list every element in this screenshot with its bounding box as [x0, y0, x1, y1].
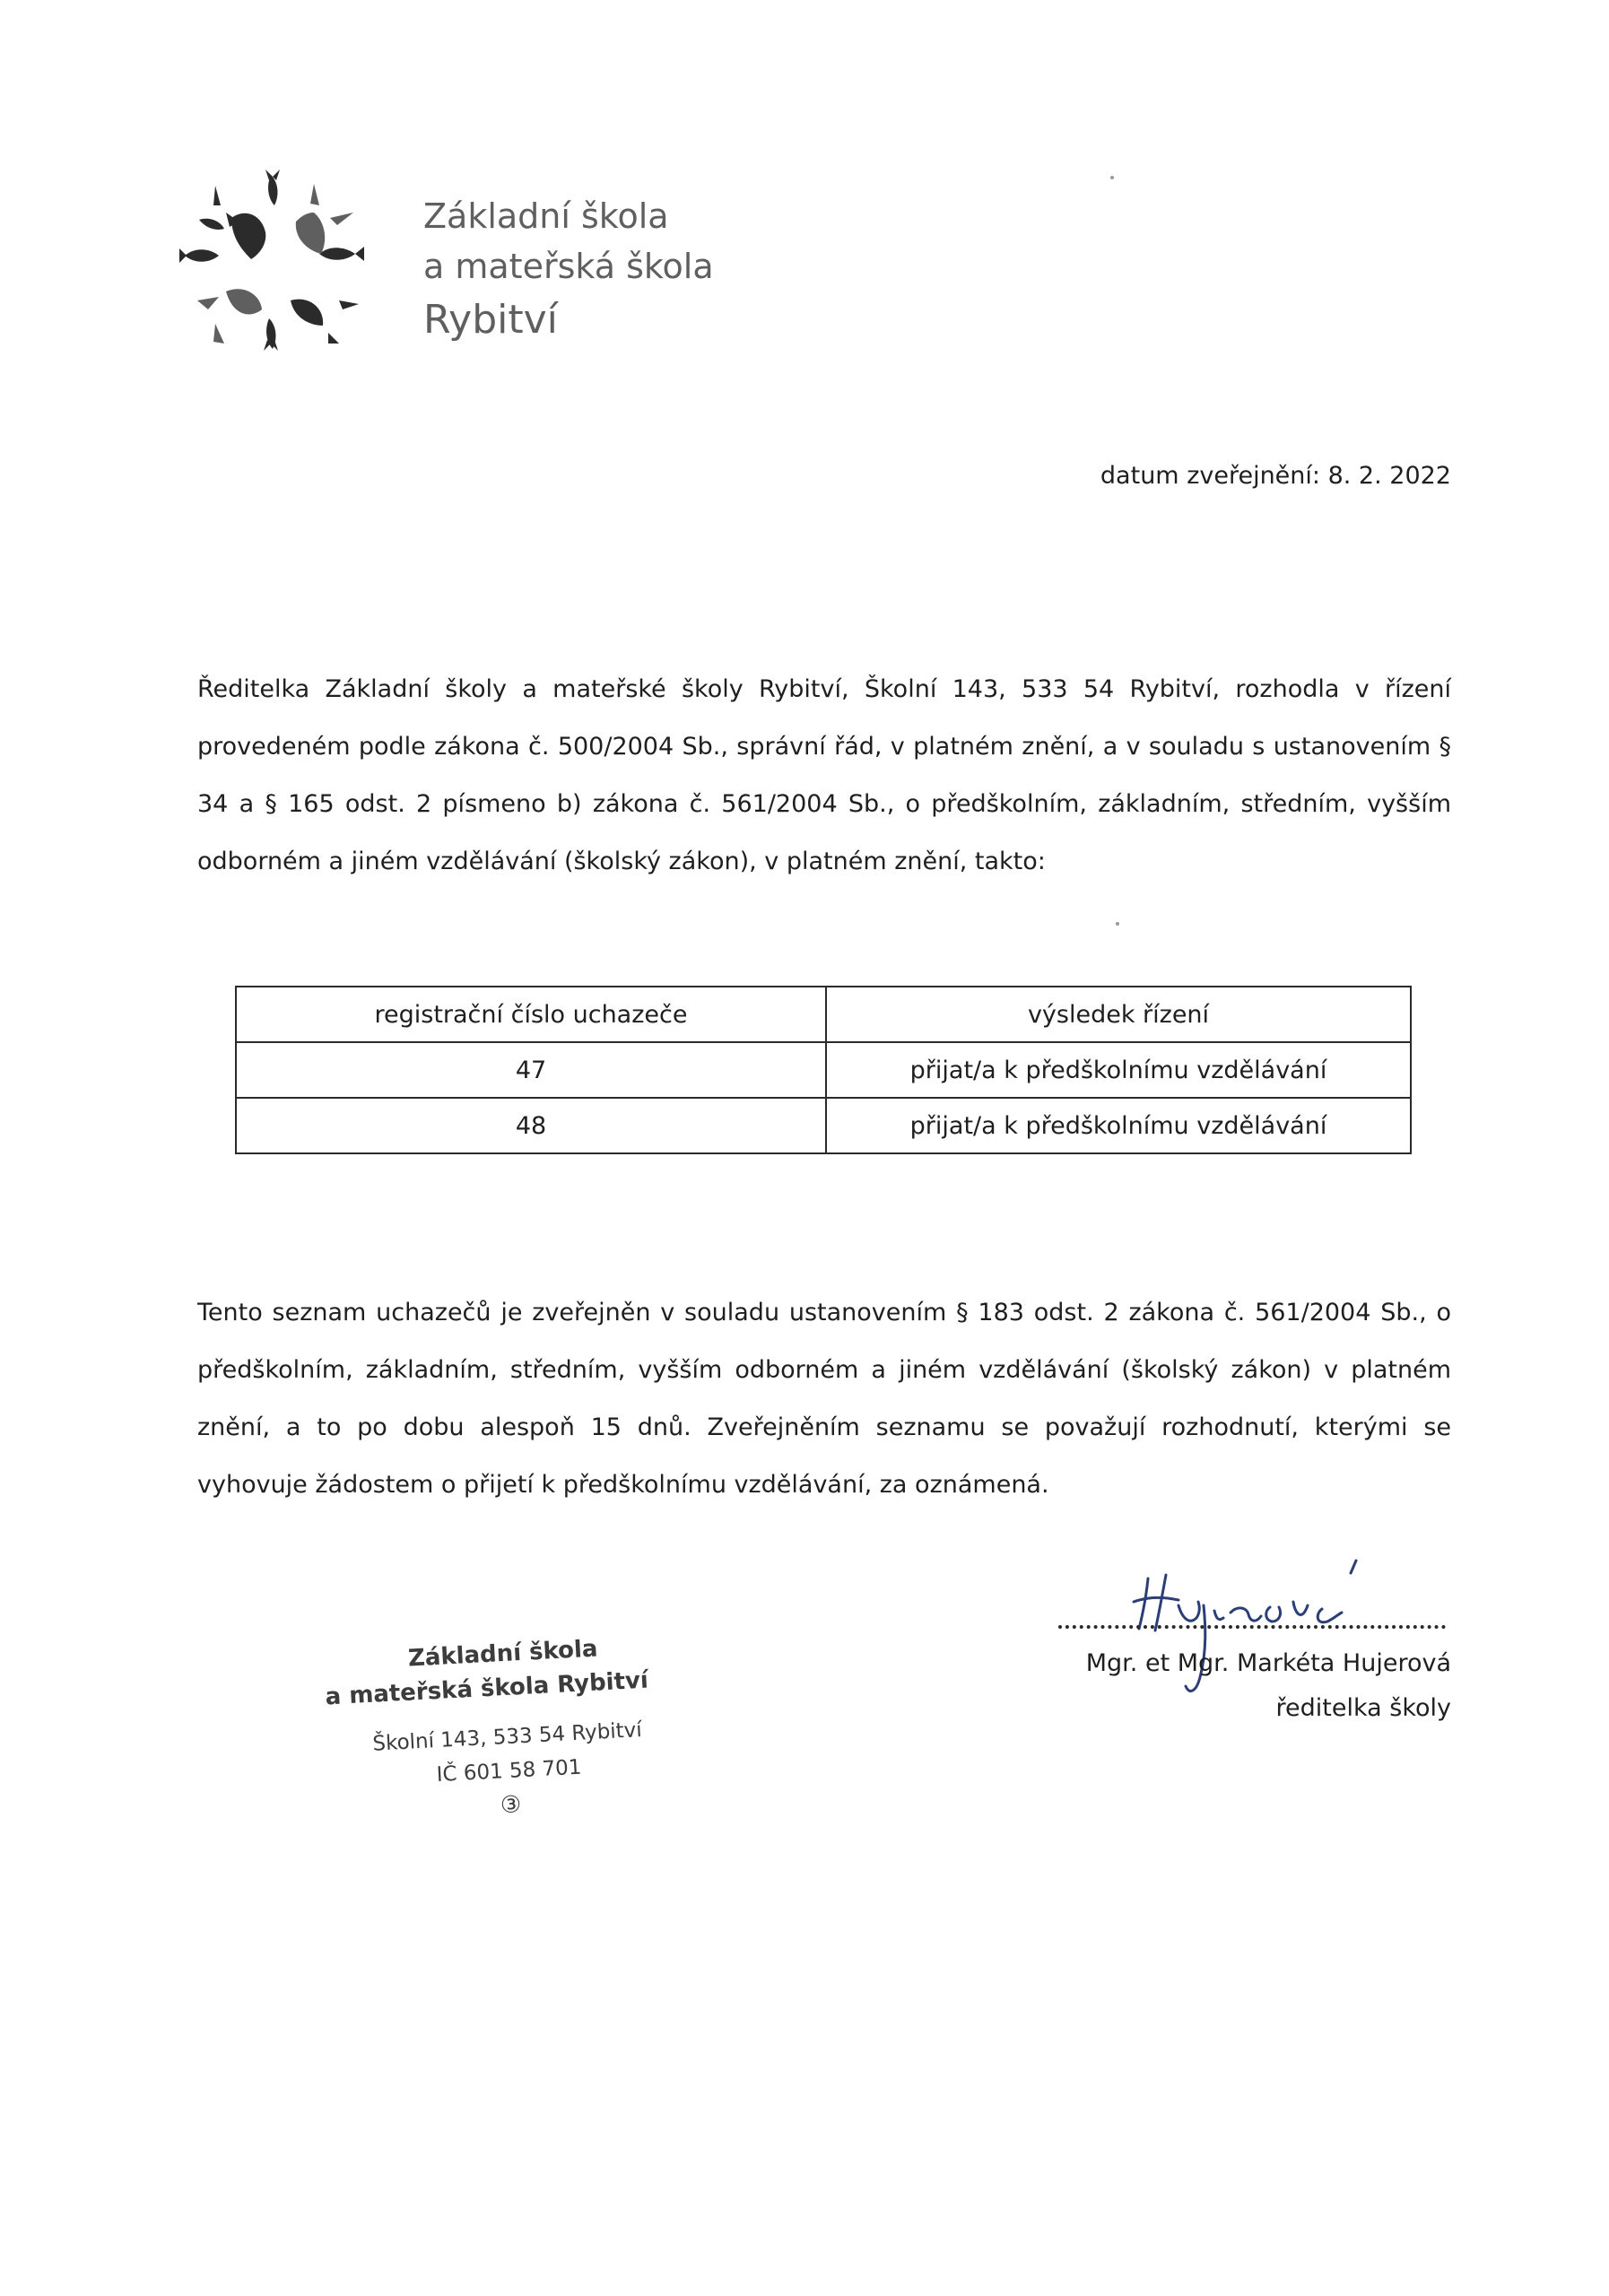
decision-paragraph: Ředitelka Základní školy a mateřské školy Rybitví, Školní 143, 533 54 Rybitví, rozhodla v řízení provedeném podle zákona č. 500/2004 Sb., správní řád, v platném znění, a v souladu s ustanovením § 34 a § 165 odst. 2 písmeno b) zákona č. 561/2004 Sb., o předškolním, základním, středním, vyšším odborném a jiném vzdělávání (školský zákon), v platném znění, takto: [197, 675, 1451, 875]
table-row [236, 1098, 1411, 1153]
logo-line-3: Rybitví [423, 297, 558, 343]
registration-number-cell: 48 [236, 1098, 826, 1153]
school-stamp [324, 1628, 682, 1831]
fish-wreath-logo-icon [179, 166, 368, 359]
stamp-line-4: IČ 601 58 701 [436, 1755, 583, 1787]
result-cell: přijat/a k předškolnímu vzdělávání [826, 1098, 1411, 1153]
publication-notice-paragraph: Tento seznam uchazečů je zveřejněn v souladu ustanovením § 183 odst. 2 zákona č. 561/2004 Sb., o předškolním, základním, středním, vyšším odborném a jiném vzdělávání (školský zákon) v platném znění, a to po dobu alespoň 15 dnů. Zveřejněním seznamu se považují rozhodnutí, kterými se vyhovuje žádostem o přijetí k předškolnímu vzdělávání, za oznámená. [197, 1299, 1451, 1499]
column-header-registration-number: registrační číslo uchazeče [236, 987, 826, 1042]
signer-name: Mgr. et Mgr. Markéta Hujerová [1085, 1649, 1451, 1677]
stamp-line-1: Základní škola [407, 1635, 599, 1673]
admission-results-table [235, 986, 1412, 1154]
logo-line-1: Základní škola [423, 196, 669, 236]
table-header-row [236, 987, 1411, 1042]
school-name-logo [423, 191, 714, 349]
column-header-result: výsledek řízení [826, 987, 1411, 1042]
signature-line [1058, 1625, 1446, 1629]
registration-number-cell: 47 [236, 1042, 826, 1098]
scan-speck [1116, 922, 1119, 926]
stamp-line-3: Školní 143, 533 54 Rybitví [371, 1718, 643, 1756]
result-cell: přijat/a k předškolnímu vzdělávání [826, 1042, 1411, 1098]
table-row [236, 1042, 1411, 1098]
stamp-line-5: ③ [500, 1791, 523, 1820]
publication-date: datum zveřejnění: 8. 2. 2022 [1100, 462, 1451, 490]
signer-role: ředitelka školy [1275, 1694, 1451, 1722]
signer-block [1086, 1641, 1451, 1731]
scan-speck [1110, 176, 1114, 179]
logo-line-2: a mateřská škola [423, 247, 714, 286]
stamp-line-2: a mateřská škola Rybitví [324, 1666, 649, 1711]
